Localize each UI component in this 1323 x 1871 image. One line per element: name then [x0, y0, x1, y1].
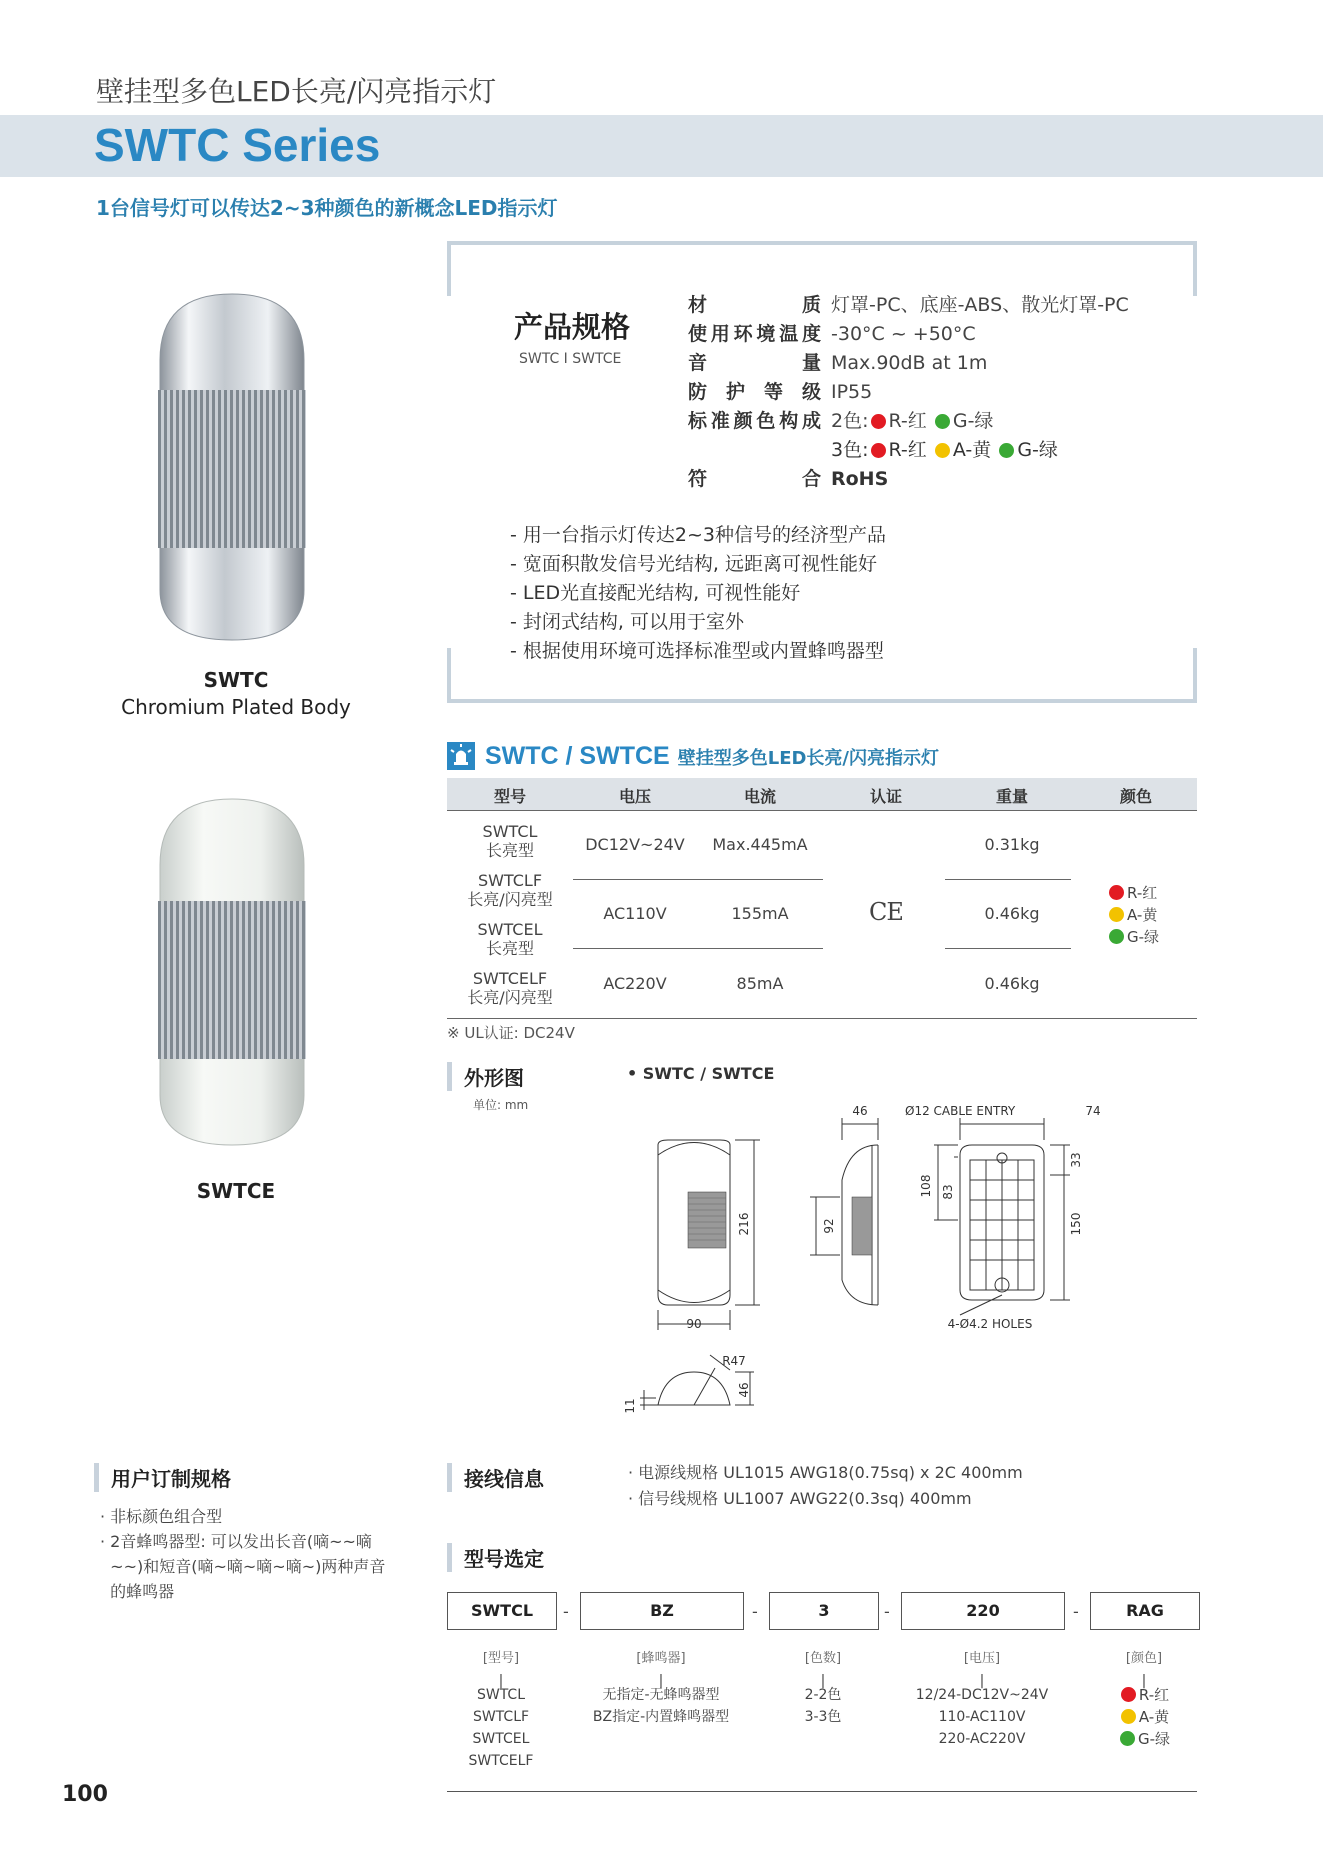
model-options: [型号] | SWTCL SWTCLF SWTCEL SWTCELF [468, 1651, 534, 1769]
svg-text:11: 11 [623, 1398, 637, 1414]
svg-text:108: 108 [919, 1174, 933, 1198]
spec-row-temperature: 使用环境温度 -30°C ~ +50°C [688, 323, 976, 345]
weight-cell: 0.46kg [984, 904, 1040, 923]
svg-text:R47: R47 [722, 1354, 746, 1368]
spec-row-material: 材 质 灯罩-PC、底座-ABS、散光灯罩-PC [688, 294, 1129, 316]
color-list: R-红 A-黄 G-绿 [1107, 882, 1187, 948]
svg-text:90: 90 [686, 1317, 702, 1331]
model-cell: SWTCELF 长亮/闪亮型 [467, 969, 553, 1007]
feature-item: - 用一台指示灯传达2~3种信号的经济型产品 [510, 524, 887, 546]
yellow-dot-icon [1121, 1709, 1136, 1724]
green-dot-icon [999, 443, 1014, 458]
red-dot-icon [1121, 1687, 1136, 1702]
feature-item: - 根据使用环境可选择标准型或内置蜂鸣器型 [510, 640, 884, 662]
table-section-title: SWTC / SWTCE 壁挂型多色LED长亮/闪亮指示灯 [485, 742, 939, 770]
feature-item: - 宽面积散发信号光结构, 远距离可视性能好 [510, 553, 877, 575]
voltage-box: 220 [901, 1592, 1065, 1630]
series-title: SWTC Series [94, 119, 381, 171]
spec-row-volume: 音 量 Max.90dB at 1m [688, 352, 988, 374]
voltage-cell: DC12V~24V [585, 835, 685, 854]
current-cell: 85mA [736, 974, 784, 993]
separator: - [884, 1602, 890, 1621]
swtc-model-label: SWTC [203, 668, 269, 692]
spec-row-compliance: 符 合 RoHS [688, 468, 889, 490]
swtc-product-image [152, 290, 312, 650]
spec-row-colors: 标准颜色构成 2色: R-红 G-绿 [688, 410, 994, 432]
spec-row-colors-3: 3色: R-红 A-黄 G-绿 [831, 439, 1058, 461]
voltage-cell: AC220V [603, 974, 667, 993]
green-dot-icon [1109, 929, 1124, 944]
separator: - [752, 1602, 758, 1621]
wiring-item: · 信号线规格 UL1007 AWG22(0.3sq) 400mm [628, 1489, 972, 1508]
spec-title: 产品规格 [514, 310, 631, 344]
ce-mark-icon: CE [869, 898, 903, 926]
svg-text:46: 46 [852, 1104, 868, 1118]
buzzer-box: BZ [580, 1592, 744, 1630]
spec-subtitle: SWTC Ⅰ SWTCE [519, 351, 622, 367]
swtc-desc-label: Chromium Plated Body [121, 695, 351, 719]
svg-text:4-Ø4.2 HOLES: 4-Ø4.2 HOLES [947, 1317, 1033, 1331]
light-icon [447, 742, 475, 770]
green-dot-icon [935, 414, 950, 429]
green-dot-icon [1120, 1731, 1135, 1746]
buzzer-options: [蜂鸣器] | 无指定-无蜂鸣器型 BZ指定-内置蜂鸣器型 [592, 1651, 730, 1725]
unit-label: 单位: mm [473, 1098, 529, 1112]
bottom-rule [447, 1791, 1197, 1792]
current-cell: 155mA [731, 904, 789, 923]
svg-text:83: 83 [941, 1184, 955, 1200]
wiring-item: · 电源线规格 UL1015 AWG18(0.75sq) x 2C 400mm [628, 1463, 1023, 1482]
svg-text:92: 92 [822, 1218, 836, 1234]
feature-item: - 封闭式结构, 可以用于室外 [510, 611, 744, 633]
red-dot-icon [871, 443, 886, 458]
separator: - [563, 1602, 569, 1621]
model-box: SWTCL [447, 1592, 557, 1630]
separator: - [1073, 1602, 1079, 1621]
custom-item: · 非标颜色组合型 [100, 1507, 223, 1526]
dimension-title: 外形图 [447, 1062, 524, 1091]
swtce-model-label: SWTCE [196, 1179, 276, 1203]
custom-item: 的蜂鸣器 [100, 1582, 175, 1601]
color-count-options: [色数] | 2-2色 3-3色 [804, 1651, 842, 1725]
weight-cell: 0.46kg [984, 974, 1040, 993]
model-cell: SWTCEL 长亮型 [477, 920, 543, 958]
table-header: 型号 电压 电流 认证 重量 颜色 [447, 778, 1197, 810]
page-subtitle: 壁挂型多色LED长亮/闪亮指示灯 [96, 75, 497, 108]
yellow-dot-icon [1109, 907, 1124, 922]
page-number: 100 [62, 1782, 108, 1807]
svg-text:74: 74 [1085, 1104, 1101, 1118]
feature-item: - LED光直接配光结构, 可视性能好 [510, 582, 801, 604]
color-count-box: 3 [769, 1592, 879, 1630]
red-dot-icon [1109, 885, 1124, 900]
spec-table-body [447, 810, 1197, 1020]
red-dot-icon [871, 414, 886, 429]
svg-text:216: 216 [737, 1212, 751, 1236]
custom-item: ~~)和短音(嘀~嘀~嘀~嘀~)两种声音 [100, 1557, 386, 1576]
tagline: 1台信号灯可以传达2~3种颜色的新概念LED指示灯 [96, 196, 558, 220]
color-box: RAG [1090, 1592, 1200, 1630]
color-options: [颜色] | R-红 A-黄 G-绿 [1090, 1648, 1198, 1750]
custom-title: 用户订制规格 [94, 1463, 231, 1492]
weight-cell: 0.31kg [984, 835, 1040, 854]
svg-text:Ø12 CABLE ENTRY: Ø12 CABLE ENTRY [905, 1104, 1016, 1118]
wiring-title: 接线信息 [447, 1463, 544, 1492]
custom-item: · 2音蜂鸣器型: 可以发出长音(嘀~~嘀 [100, 1532, 372, 1551]
current-cell: Max.445mA [712, 835, 808, 854]
dimension-drawing [620, 1100, 1200, 1420]
svg-text:150: 150 [1069, 1212, 1083, 1236]
model-cell: SWTCLF 长亮/闪亮型 [467, 871, 553, 909]
swtce-product-image [152, 795, 312, 1155]
model-cell: SWTCL 长亮型 [482, 822, 538, 860]
voltage-cell: AC110V [603, 904, 667, 923]
voltage-options: [电压] | 12/24-DC12V~24V 110-AC110V 220-AC220V [915, 1651, 1049, 1747]
selection-title: 型号选定 [447, 1543, 544, 1572]
svg-text:46: 46 [737, 1382, 751, 1398]
dimension-subtitle: • SWTC / SWTCE [627, 1064, 775, 1083]
svg-text:33: 33 [1069, 1152, 1083, 1168]
spec-row-protection: 防 护 等 级 IP55 [688, 381, 873, 403]
yellow-dot-icon [935, 443, 950, 458]
ul-note: ※ UL认证: DC24V [447, 1024, 575, 1042]
